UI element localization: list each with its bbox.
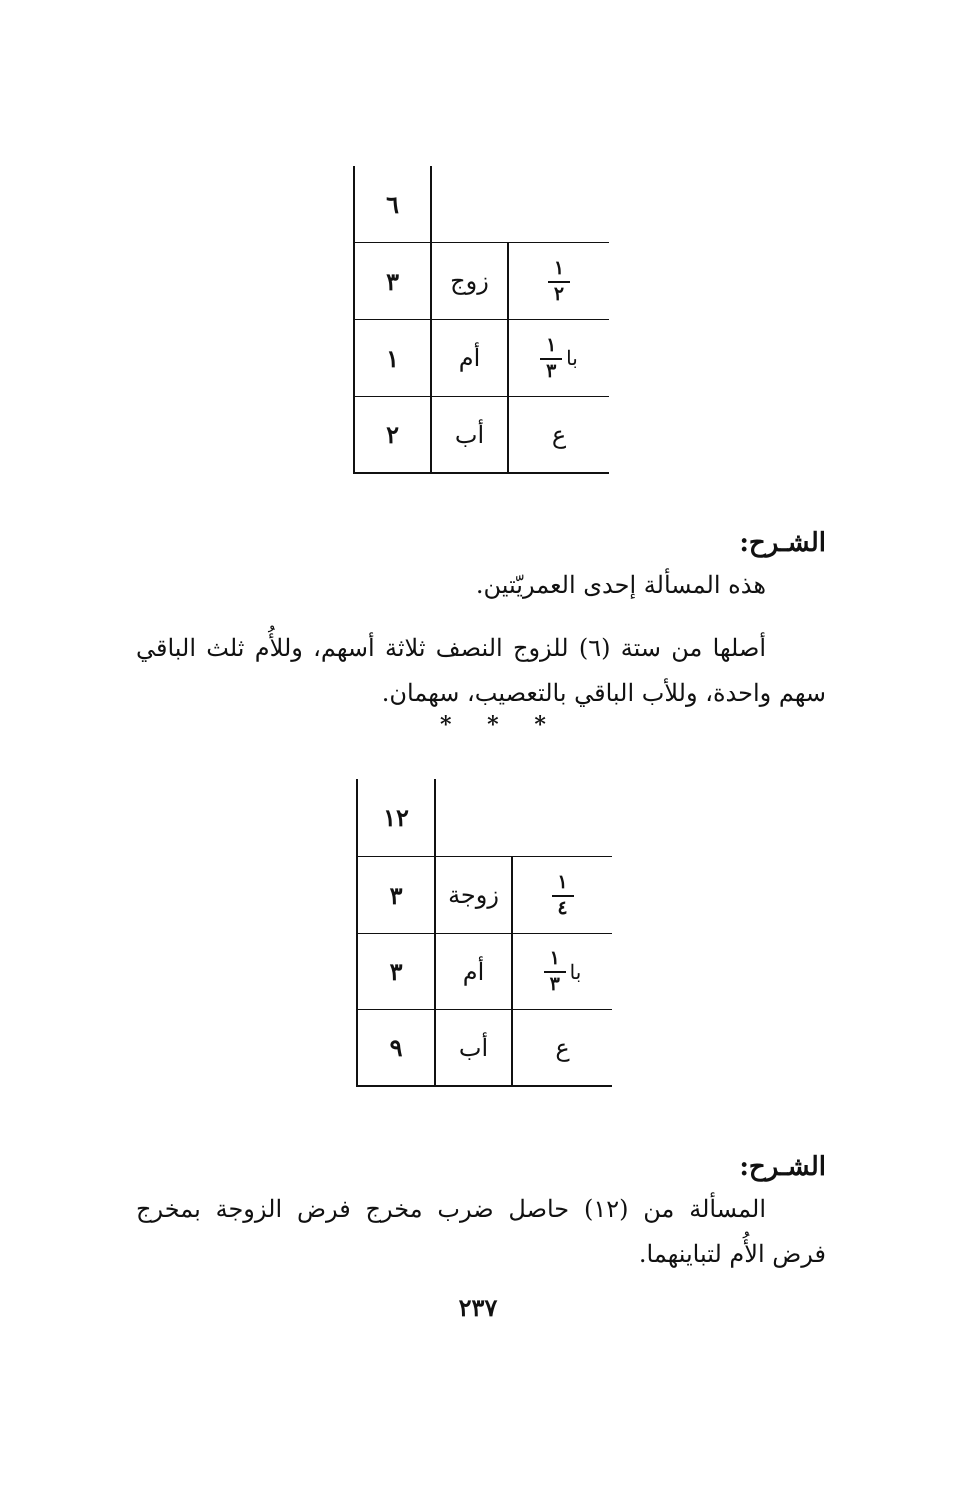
heir-name: أب: [454, 420, 485, 449]
inheritance-table-2: [356, 779, 612, 1087]
heir-name: زوج: [450, 267, 489, 295]
fraction-cell: [509, 320, 609, 396]
fraction-denominator: ٣: [546, 359, 557, 382]
fraction-cell: [513, 857, 612, 933]
table-total: ٦: [386, 189, 399, 219]
table-share: ٢: [386, 420, 399, 449]
fraction: [552, 870, 574, 919]
fraction-cell: [513, 934, 612, 1009]
fraction-numerator: ١: [553, 256, 565, 279]
fraction-cell: [509, 243, 609, 319]
residuary-mark: ع: [551, 420, 567, 449]
heir-name: أم: [462, 957, 485, 986]
fraction-denominator: ٢: [553, 282, 565, 305]
fraction: [548, 256, 570, 305]
heir-name: أب: [458, 1033, 489, 1062]
page-number: ٢٣٧: [458, 1293, 498, 1322]
explanation-paragraph: المسألة من (١٢) حاصل ضرب مخرج فرض الزوجة بمخرج فرض الأُم لتباينهما.: [136, 1195, 826, 1268]
explanation-heading: الشـرح:: [739, 1152, 826, 1182]
fraction-numerator: ١: [549, 947, 560, 969]
fraction-denominator: ٣: [549, 973, 560, 995]
fraction-denominator: ٤: [557, 896, 568, 919]
residuary-mark: ع: [555, 1033, 570, 1062]
remainder-tag: با: [569, 959, 582, 984]
fraction-with-tag: [540, 333, 578, 382]
table-share: ٩: [389, 1033, 403, 1062]
fraction-with-tag: [544, 949, 582, 994]
table-share: ٣: [386, 266, 399, 296]
table-share: ١: [386, 343, 399, 373]
fraction: [540, 333, 562, 382]
fraction-numerator: ١: [557, 870, 568, 893]
table-share: ٣: [389, 957, 403, 986]
explanation-line: هذه المسألة إحدى العمريّتين.: [475, 571, 766, 599]
explanation-paragraph: أصلها من ستة (٦) للزوج النصف ثلاثة أسهم، وللأُم ثلث الباقي سهم واحدة، وللأب الباقي بالتعصيب، سهمان.: [136, 634, 826, 707]
fraction-numerator: ١: [546, 333, 557, 356]
heir-name: زوجة: [448, 881, 499, 909]
fraction: [544, 949, 566, 994]
explanation-heading: الشـرح:: [739, 528, 826, 558]
inheritance-table-1: [353, 166, 609, 474]
remainder-tag: با: [566, 346, 578, 370]
section-separator: * * *: [440, 712, 560, 738]
heir-name: أم: [458, 344, 481, 372]
table-total: ١٢: [383, 803, 409, 832]
table-share: ٣: [389, 880, 403, 910]
